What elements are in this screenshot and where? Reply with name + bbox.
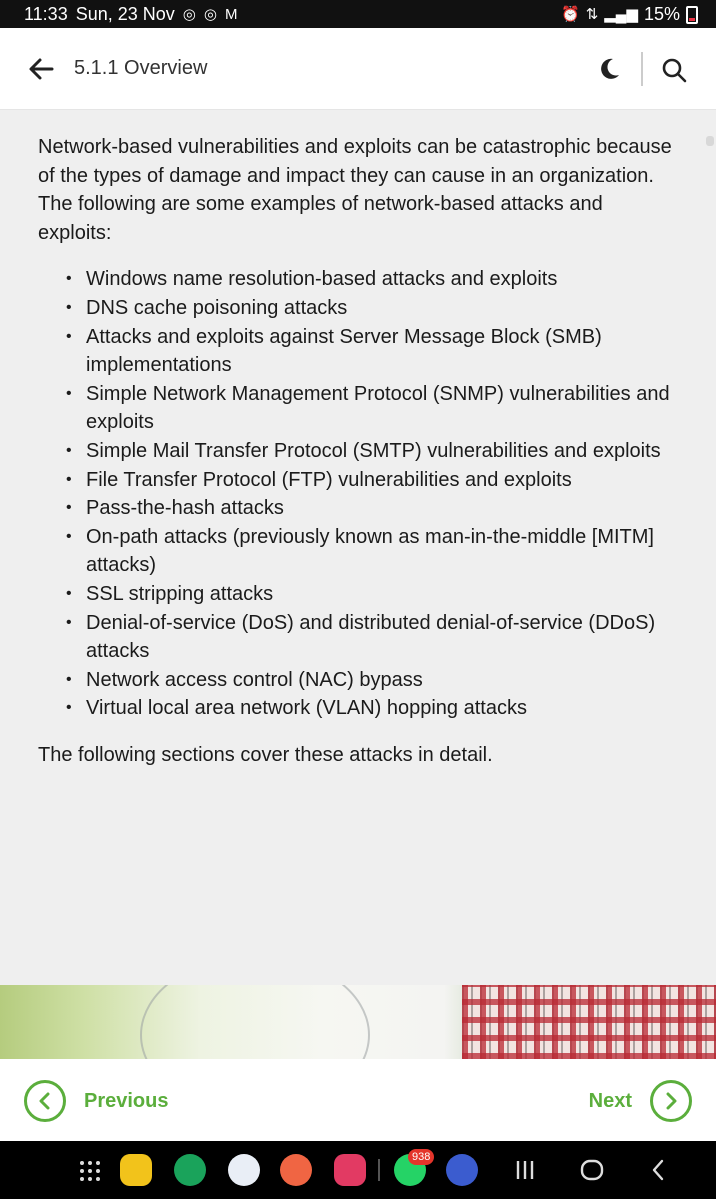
dark-mode-moon-icon[interactable] [596, 56, 622, 82]
banner-glass-shape [140, 985, 370, 1059]
whatsapp-notification-icon-2: ◎ [203, 5, 217, 23]
previous-button[interactable] [24, 1079, 168, 1123]
battery-icon [686, 6, 698, 24]
list-item: • Simple Network Management Protocol (SNMP) vulnerabilities and exploits [64, 380, 678, 437]
lesson-navigation [0, 1059, 716, 1141]
signal-icon: ▂▄▆ [604, 5, 638, 23]
system-back-icon[interactable] [650, 1159, 666, 1181]
app-drawer-icon[interactable] [78, 1159, 102, 1183]
messages-app-icon[interactable] [228, 1154, 260, 1186]
banner-plaid-shirt [462, 985, 716, 1059]
battery-percent: 15% [643, 4, 680, 24]
camera-app-icon[interactable] [334, 1154, 366, 1186]
navbar-separator [378, 1159, 380, 1181]
list-item: • Network access control (NAC) bypass [64, 666, 678, 695]
intro-paragraph: Network-based vulnerabilities and exploits can be catastrophic because of the types of damage and impact they can cause in an organization. The following are some examples of network-based attacks and exploits: [38, 136, 672, 244]
list-item: • Pass-the-hash attacks [64, 494, 678, 523]
article-content [38, 133, 678, 769]
page-title: 5.1.1 Overview [74, 57, 208, 79]
chevron-right-circle-icon [650, 1080, 692, 1122]
next-label: Next [588, 1089, 632, 1112]
list-item: • DNS cache poisoning attacks [64, 294, 678, 323]
previous-label: Previous [84, 1089, 169, 1112]
decorative-banner-image [0, 985, 716, 1059]
home-icon[interactable] [580, 1159, 604, 1181]
list-item: • Windows name resolution-based attacks and exploits [64, 265, 678, 294]
list-item: • File Transfer Protocol (FTP) vulnerabilities and exploits [64, 466, 678, 495]
list-item: • Attacks and exploits against Server Message Block (SMB) implementations [64, 323, 678, 380]
status-time: 11:33 [24, 4, 68, 24]
closing-paragraph: The following sections cover these attacks in detail. [38, 743, 493, 766]
moodle-notification-icon: M [224, 5, 238, 23]
whatsapp-notification-icon: ◎ [182, 5, 196, 23]
alarm-icon: ⏰ [561, 5, 580, 23]
list-item: • Virtual local area network (VLAN) hopping attacks [64, 694, 678, 723]
files-app-icon[interactable] [120, 1154, 152, 1186]
data-transfer-icon: ⇅ [585, 5, 599, 23]
contacts-app-icon[interactable] [280, 1154, 312, 1186]
whatsapp-badge: 938 [408, 1149, 434, 1165]
list-item: • SSL stripping attacks [64, 580, 678, 609]
next-button[interactable] [589, 1079, 692, 1123]
recent-apps-icon[interactable] [514, 1159, 536, 1181]
settings-app-icon[interactable] [446, 1154, 478, 1186]
header-divider [641, 52, 643, 86]
status-date: Sun, 23 Nov [75, 4, 175, 24]
scrollbar-indicator[interactable] [706, 136, 714, 146]
back-arrow-icon[interactable] [26, 54, 56, 84]
app-header [0, 28, 716, 110]
system-navigation-bar [0, 1141, 716, 1199]
phone-app-icon[interactable] [174, 1154, 206, 1186]
list-item: • Simple Mail Transfer Protocol (SMTP) vulnerabilities and exploits [64, 437, 678, 466]
list-item: • On-path attacks (previously known as man-in-the-middle [MITM] attacks) [64, 523, 678, 580]
list-item: • Denial-of-service (DoS) and distributed denial-of-service (DDoS) attacks [64, 609, 678, 666]
attack-list [64, 265, 678, 723]
chevron-left-circle-icon [24, 1080, 66, 1122]
status-bar [0, 0, 716, 28]
search-icon[interactable] [660, 56, 688, 84]
